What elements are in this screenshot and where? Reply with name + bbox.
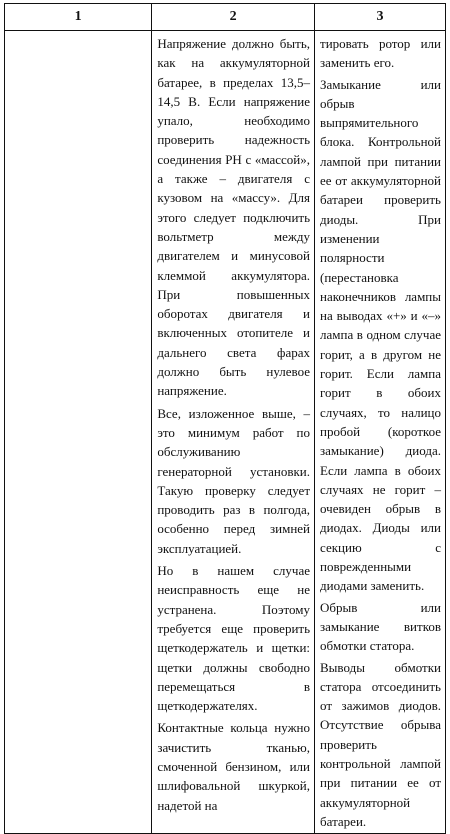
table-header-row bbox=[5, 4, 446, 31]
column-header-1: 1 bbox=[5, 4, 152, 31]
column-1-cell bbox=[5, 31, 152, 834]
column-2-cell bbox=[152, 31, 315, 834]
column-2-paragraph: Но в нашем случае неисправность еще не устранена. Поэтому требуется еще проверить щеткодержатель и щетки: щетки должны свободно перемещаться в щеткодержателях. bbox=[157, 563, 311, 714]
column-header-2: 2 bbox=[152, 4, 315, 31]
column-3-paragraph: Замыкание или обрыв выпрямительного блока. Контрольной лампой при питании ее от аккумуляторной батареи проверить диоды. При изменении полярности (перестановка наконечников лампы на выводах «+» и «–» лампа в одном случае горит, а в другом не горит. Если лампа горит в обоих случаях, то налицо пробой (короткое замыкание) диода. Если лампа в обоих случаях не горит – очевиден обрыв в диодах. Диоды или секцию с поврежденными диодами заменить. bbox=[320, 76, 441, 594]
content-table bbox=[4, 3, 446, 834]
column-2-paragraph: Напряжение должно быть, как на аккумуляторной батарее, в пределах 13,5–14,5 В. Если напряжение упало, необходимо проверить надежность соединения РН с «массой», а также – двигателя с кузовом на «массу». Для этого следует подключить вольтметр между двигателем и минусовой клеммой аккумулятора. При повышенных оборотах двигателя и включенных отопителе и дальнего света фарах должно быть нулевое напряжение. bbox=[157, 36, 311, 399]
column-2-paragraph: Контактные кольца нужно зачистить тканью, смоченной бензином, или шлифовальной шкуркой, надетой на bbox=[157, 720, 311, 813]
column-3-paragraph: Обрыв или замыкание витков обмотки статора. bbox=[320, 599, 441, 654]
column-3-paragraph: Выводы обмотки статора отсоединить от зажимов диодов. Отсутствие обрыва проверить контрольной лампой при питании ее от аккумуляторной батареи. bbox=[320, 659, 441, 829]
column-3-paragraph: тировать ротор или заменить его. bbox=[320, 36, 441, 71]
column-3-cell bbox=[315, 31, 446, 834]
column-header-3: 3 bbox=[315, 4, 446, 31]
table-row bbox=[5, 31, 446, 834]
column-2-paragraph: Все, изложенное выше, – это минимум работ по обслуживанию генераторной установки. Такую проверку следует проводить раз в полгода, особенно перед зимней эксплуатацией. bbox=[157, 405, 311, 556]
